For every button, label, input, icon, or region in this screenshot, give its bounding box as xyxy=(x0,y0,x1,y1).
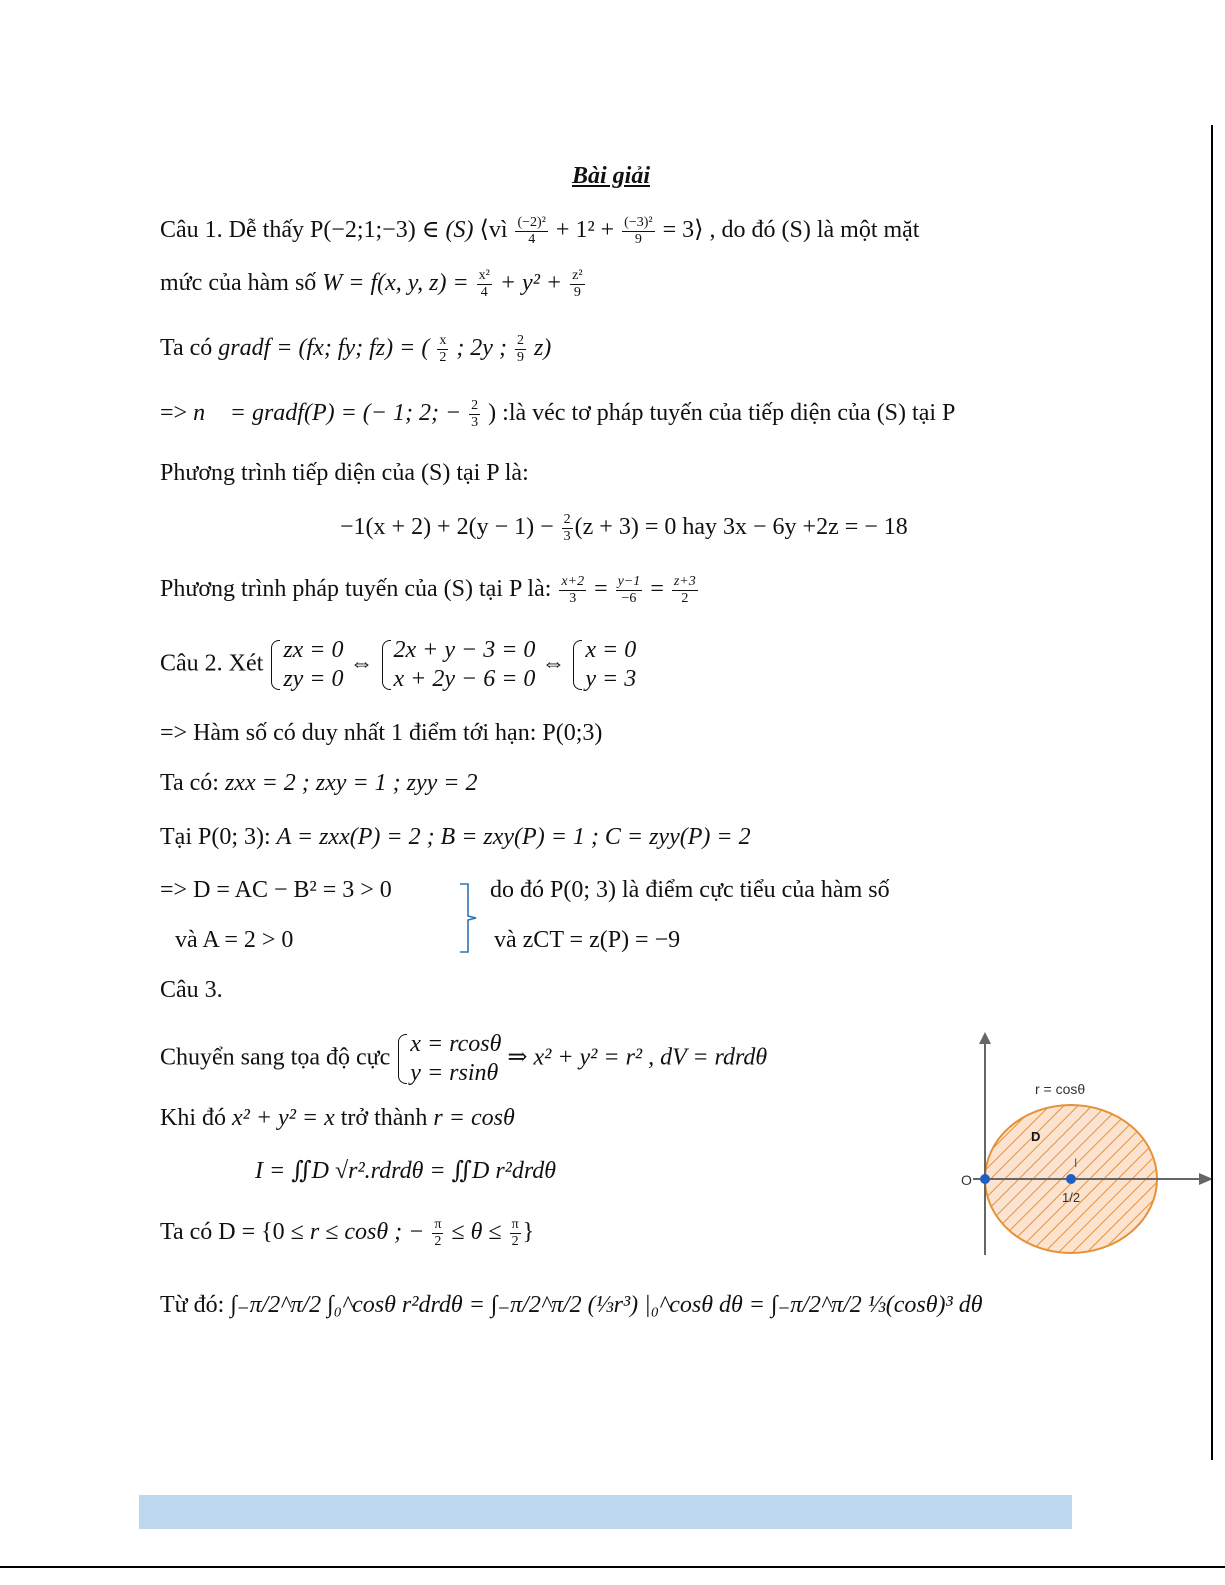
text: ⇔ xyxy=(541,650,572,677)
y-axis-arrow xyxy=(979,1032,991,1044)
fraction: $\frac{\pi}{2}$ xyxy=(511,1217,519,1250)
curve-label: r = cosθ xyxy=(1035,1081,1086,1097)
origin-label: O xyxy=(961,1172,972,1188)
right-margin-rule xyxy=(1211,125,1213,1460)
q3-line-2 xyxy=(160,1105,515,1131)
text: Phương trình pháp tuyến của (S) tại P là: xyxy=(160,576,558,603)
center-label: I xyxy=(1074,1156,1078,1170)
q2-line-5a: => D = AC − B² = 3 > 0 xyxy=(160,877,392,903)
math: gradf = (fx; fy; fz) = ( xyxy=(218,335,430,362)
q2-line-5b: do đó P(0; 3) là điểm cực tiểu của hàm số xyxy=(490,877,890,903)
text: = xyxy=(650,576,664,603)
q1-line-4 xyxy=(160,398,955,431)
math: zxx = 2 ; zxy = 1 ; zyy = 2 xyxy=(224,770,478,796)
text: mức của hàm số xyxy=(160,270,323,297)
q2-line-3 xyxy=(160,770,477,796)
tangent-plane-equation xyxy=(340,512,908,545)
text: => xyxy=(160,400,194,427)
math: ∫₋π/2^π/2 ∫₀^cosθ r²drdθ = ∫₋π/2^π/2 (⅓r³) |₀^cosθ dθ = ∫₋π/2^π/2 ⅓(cosθ)³ dθ xyxy=(230,1292,983,1318)
fraction: $\frac{\text{(−3)²}}{9}$ xyxy=(624,215,653,248)
half-label: 1/2 xyxy=(1062,1190,1081,1205)
q2-line-6a: và A = 2 > 0 xyxy=(175,927,294,953)
footer-band xyxy=(139,1495,1072,1529)
math: z) xyxy=(533,335,552,362)
q3-label: Câu 3. xyxy=(160,977,223,1003)
math: x² + y² = x xyxy=(232,1105,335,1131)
fraction: $\frac{\pi}{2}$ xyxy=(434,1217,442,1250)
polar-region-figure xyxy=(955,1030,1217,1270)
math: ⇒ x² + y² = r² , dV = rdrdθ xyxy=(507,1044,768,1071)
text: Khi đó xyxy=(160,1105,232,1131)
math: ≤ θ ≤ xyxy=(451,1219,502,1246)
origin-point xyxy=(980,1174,990,1184)
text: Ta có xyxy=(160,335,219,362)
text: ⇔ xyxy=(349,650,380,677)
bottom-rule xyxy=(0,1566,1225,1568)
fraction: $\frac{2}{3}$ xyxy=(563,512,571,545)
text: + 1² + xyxy=(555,217,615,244)
center-point xyxy=(1066,1174,1076,1184)
math: W = f(x, y, z) = xyxy=(322,270,469,297)
fraction: $\frac{2}{3}$ xyxy=(471,398,479,431)
math: ; 2y ; xyxy=(456,335,507,362)
text: trở thành xyxy=(334,1105,434,1131)
math: (S) xyxy=(445,217,474,244)
text: Chuyển sang tọa độ cực xyxy=(160,1044,397,1071)
text: −1(x + 2) + 2(y − 1) − xyxy=(340,514,554,541)
q1-line-2 xyxy=(160,268,587,301)
text: Ta có D = {0 ≤ xyxy=(160,1219,310,1246)
text: = 3⟩ , do đó (S) là một mặt xyxy=(662,217,920,244)
q1-line-3 xyxy=(160,333,551,366)
text: ) :là véc tơ pháp tuyến của tiếp diện của (S) tại P xyxy=(488,400,956,427)
q3-integral-I: I = ∬D √r².rdrdθ = ∬D r²drdθ xyxy=(255,1158,557,1184)
fraction: $\frac{\text{x²}}{4}$ xyxy=(478,268,490,301)
math: r = cosθ xyxy=(433,1105,515,1131)
math: n⃗ = gradf(P) = (− 1; 2; − xyxy=(193,400,462,427)
text: Câu 1. Dễ thấy P(−2;1;−3) ∈ xyxy=(160,217,446,244)
q3-line-1 xyxy=(160,1030,767,1088)
text: ⟨vì xyxy=(473,217,514,244)
fraction: $\frac{z+3}{2}$ xyxy=(673,574,696,607)
fraction: $\frac{2}{9}$ xyxy=(516,333,524,366)
math: r ≤ cosθ ; − xyxy=(309,1219,425,1246)
q2-line-4 xyxy=(160,824,751,850)
region-label: D xyxy=(1031,1129,1041,1144)
fraction: $\frac{y-1}{-6}$ xyxy=(617,574,641,607)
text: = xyxy=(594,576,608,603)
normal-line-equation xyxy=(160,574,700,607)
q1-line-5: Phương trình tiếp diện của (S) tại P là: xyxy=(160,460,529,486)
q2-line-1 xyxy=(160,636,636,694)
q2-line-2: => Hàm số có duy nhất 1 điểm tới hạn: P(0;3) xyxy=(160,720,603,746)
fraction: $\frac{x+2}{3}$ xyxy=(561,574,585,607)
text: (z + 3) = 0 hay 3x − 6y +2z = − 18 xyxy=(574,514,908,541)
q1-line-1 xyxy=(160,215,919,248)
fraction: $\frac{x}{2}$ xyxy=(439,333,447,366)
page-title: Bài giải xyxy=(572,163,651,189)
fraction: $\frac{\text{z²}}{9}$ xyxy=(572,268,583,301)
equation-system: zx = 0 zy = 0 xyxy=(269,636,343,694)
q3-line-4 xyxy=(160,1217,534,1250)
text: Tại P(0; 3): xyxy=(160,824,277,850)
text: Từ đó: xyxy=(160,1292,231,1318)
text: } xyxy=(522,1219,535,1246)
right-bracket xyxy=(458,882,478,954)
text: Ta có: xyxy=(160,770,225,796)
fraction: $\frac{\text{(−2)²}}{4}$ xyxy=(517,215,546,248)
q2-line-6b: và zCT = z(P) = −9 xyxy=(494,927,681,953)
equation-system: x = 0 y = 3 xyxy=(571,636,636,694)
text: Câu 2. Xét xyxy=(160,650,270,677)
equation-system: x = rcosθ y = rsinθ xyxy=(396,1030,501,1088)
math: + y² + xyxy=(499,270,563,297)
math: A = zxx(P) = 2 ; B = zxy(P) = 1 ; C = zyy(P) = 2 xyxy=(276,824,751,850)
q3-line-5 xyxy=(160,1292,983,1318)
equation-system: 2x + y − 3 = 0 x + 2y − 6 = 0 xyxy=(380,636,536,694)
